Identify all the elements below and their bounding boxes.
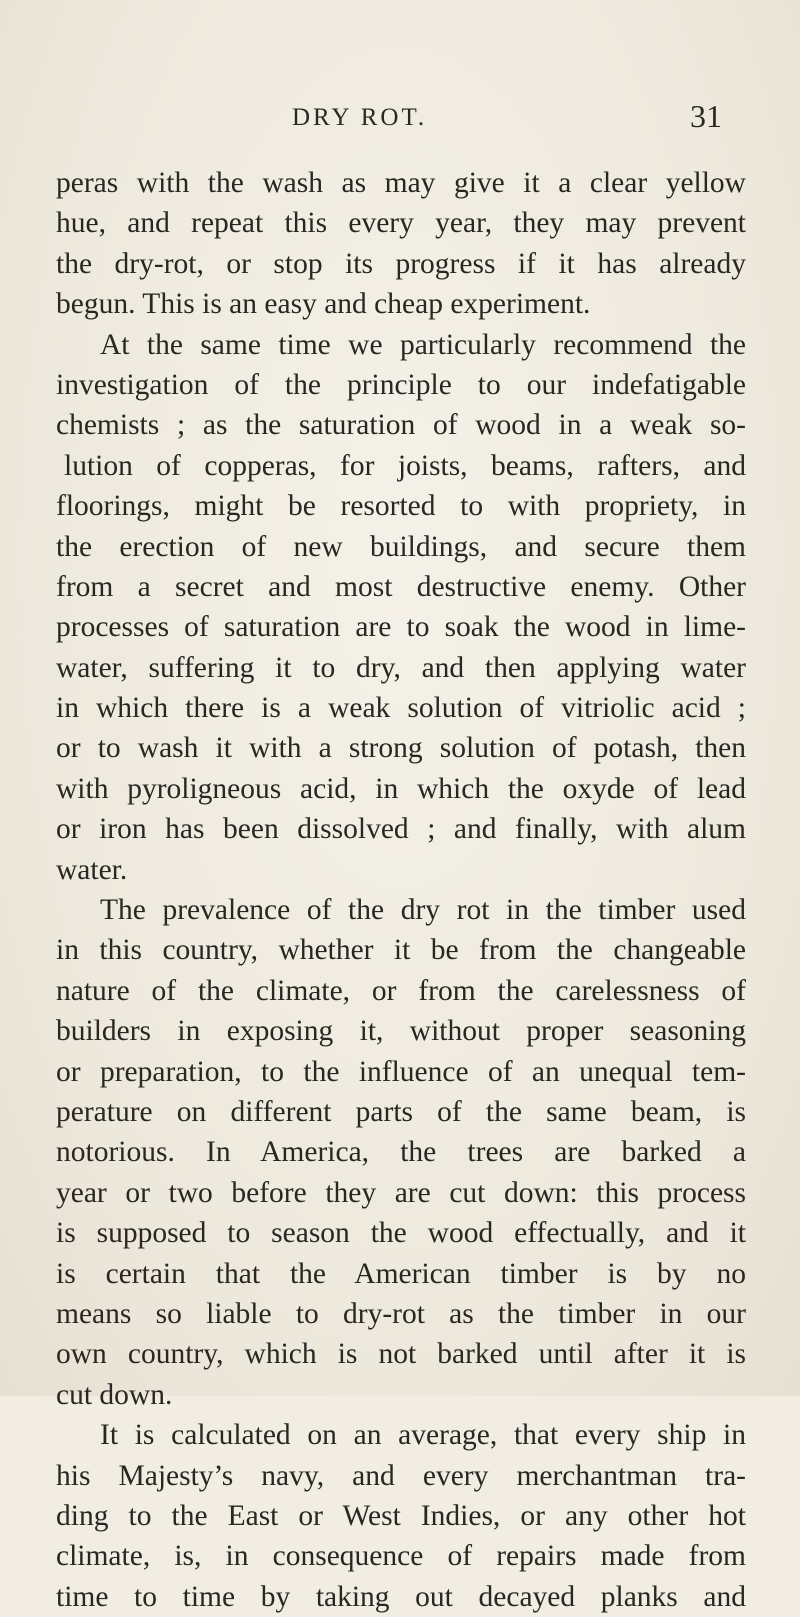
text-line: peras with the wash as may give it a clear yellow <box>56 167 746 199</box>
text-line: begun. This is an easy and cheap experiment. <box>56 288 591 321</box>
text-line: in which there is a weak solution of vitriolic acid ; <box>56 692 746 725</box>
text-line: notorious. In America, the trees are barked a <box>56 1136 746 1169</box>
text-line: processes of saturation are to soak the wood in lime- <box>56 611 746 644</box>
text-line: is certain that the American timber is by no <box>56 1257 746 1290</box>
text-line: means so liable to dry-rot as the timber in our <box>56 1297 746 1330</box>
text-line: from a secret and most destructive enemy. Other <box>56 570 746 603</box>
text-line: the erection of new buildings, and secure them <box>56 530 746 563</box>
text-line: or iron has been dissolved ; and finally, with alum <box>56 813 746 846</box>
text-line: The prevalence of the dry rot in the timber used <box>100 894 746 927</box>
running-title: DRY ROT. <box>292 104 428 131</box>
text-line: own country, which is not barked until after it is <box>56 1338 746 1371</box>
text-line: investigation of the principle to our indefatigable <box>56 368 746 401</box>
text-line: climate, is, in consequence of repairs made from <box>56 1540 746 1573</box>
text-line: At the same time we particularly recommend the <box>100 328 746 361</box>
body-text <box>56 163 746 1617</box>
text-line: It is calculated on an average, that every ship in <box>100 1419 746 1452</box>
text-line: water. <box>56 853 128 886</box>
text-line: or preparation, to the influence of an unequal tem- <box>56 1055 746 1088</box>
text-line: nature of the climate, or from the carelessness of <box>56 974 746 1007</box>
page-number: 31 <box>690 98 722 134</box>
text-line: ding to the East or West Indies, or any other hot <box>56 1499 746 1532</box>
text-line: chemists ; as the saturation of wood in a weak so- <box>56 409 746 442</box>
text-line: year or two before they are cut down: this process <box>56 1176 746 1209</box>
text-line: is supposed to season the wood effectually, and it <box>56 1217 746 1250</box>
text-line: hue, and repeat this every year, they may prevent <box>56 207 746 240</box>
text-line: lution of copperas, for joists, beams, rafters, and <box>64 449 746 482</box>
text-line: cut down. <box>56 1378 173 1411</box>
text-line: water, suffering it to dry, and then applying water <box>56 651 746 684</box>
text-line: floorings, might be resorted to with propriety, in <box>56 490 746 523</box>
text-line: perature on different parts of the same beam, is <box>56 1095 746 1128</box>
text-line: time to time by taking out decayed planks and <box>56 1580 746 1613</box>
text-line: the dry-rot, or stop its progress if it has already <box>56 247 746 280</box>
running-head <box>0 98 800 144</box>
text-line: builders in exposing it, without proper seasoning <box>56 1015 746 1048</box>
text-line: in this country, whether it be from the changeable <box>56 934 746 967</box>
text-line: or to wash it with a strong solution of potash, then <box>56 732 746 765</box>
text-line: with pyroligneous acid, in which the oxyde of lead <box>56 772 746 805</box>
text-line: his Majesty’s navy, and every merchantman tra- <box>56 1459 746 1492</box>
